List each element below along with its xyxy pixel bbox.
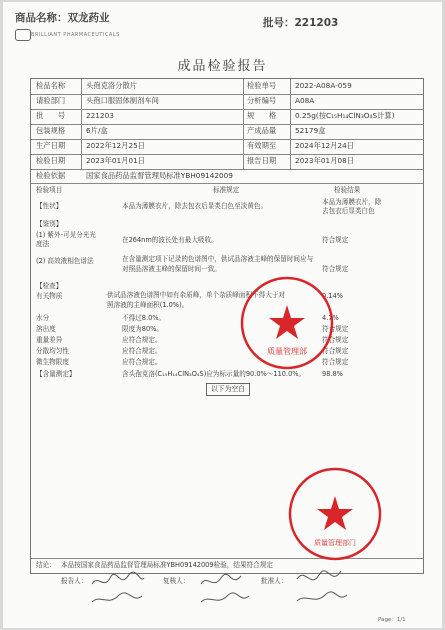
row-result: 4.7% [322, 314, 339, 322]
basis-label: 检验依据 [36, 171, 66, 180]
product-name-label: 检品名称 [36, 81, 66, 90]
batch-label: 批 号 [36, 111, 66, 120]
row-standard: 不得过8.0%。 [122, 314, 166, 322]
dept: 头孢口服固体制剂车间 [86, 96, 159, 105]
row-result: 本品为薄膜衣片，除 [322, 198, 382, 206]
row-item: 分散均匀性 [36, 347, 69, 355]
reporter-signature [88, 570, 148, 610]
row-standard: 应符合规定。 [122, 336, 162, 344]
row-item: 【含量测定】 [36, 370, 76, 378]
dept-label: 请验部门 [36, 96, 66, 105]
reviewer-label: 复核人： [163, 577, 190, 585]
row-item: 微生物限度 [36, 358, 69, 366]
row-standard: 应符合规定。 [122, 358, 162, 366]
end-mark: 以下为空白 [206, 383, 250, 396]
conclusion-text: 本品按国家食品药品监督管理局标准YBH09142009检验，结果符合规定 [61, 561, 273, 569]
row-item-line2: 度法 [36, 240, 50, 248]
reviewer-signature [195, 568, 255, 610]
company-name: 商品名称：双龙药业 [15, 12, 110, 24]
basis: 国家食品药品监督管理局标准YBH09142009 [86, 171, 233, 180]
reporter-label: 报告人： [61, 577, 88, 585]
exp: 2024年12月24日 [295, 141, 355, 150]
row-item: 溶出度 [36, 325, 56, 333]
test-date: 2023年01月01日 [86, 156, 146, 165]
doc-no: 2022-A08A-059 [295, 81, 352, 90]
row-standard-line2: 照溶液的主峰面积(1.0%)。 [107, 301, 189, 309]
exp-label: 有效期至 [247, 141, 277, 150]
row-item: (1) 紫外-可见分光光 [36, 231, 96, 239]
row-item: 重量差异 [36, 336, 63, 344]
col-standard-header: 标准规定 [213, 186, 240, 194]
company-brand: BRILLIANT PHARMACEUTICALS [31, 32, 120, 38]
row-result: 符合规定 [322, 325, 349, 333]
product-name: 头孢克洛分散片 [86, 81, 138, 90]
row-standard: 本品为薄膜衣片，除去包衣后显类白色至淡黄色。 [122, 202, 268, 210]
conclusion-label: 结论： [36, 561, 56, 569]
prod-date: 2022年12月25日 [86, 141, 146, 150]
row-item: 【性状】 [36, 202, 63, 210]
company-logo-icon [15, 29, 31, 41]
row-result: 符合规定 [322, 265, 349, 273]
spec-label: 规 格 [247, 111, 277, 120]
report-page [3, 2, 442, 628]
approver-signature [291, 565, 351, 609]
pack-label: 包装规格 [36, 126, 66, 135]
row-item: 水分 [36, 314, 50, 322]
row-item: (2) 高效液相色谱法 [36, 257, 94, 265]
col-item-header: 检验项目 [36, 186, 63, 194]
qa-seal-text: 质量管理部 [267, 347, 307, 356]
prod-date-label: 生产日期 [36, 141, 66, 150]
row-result: 98.8% [322, 370, 343, 378]
qty: 52179盒 [295, 126, 326, 135]
page-title: 成品检验报告 [177, 59, 268, 74]
page-number: Page：1/1 [378, 617, 406, 623]
row-item: 【鉴别】 [36, 220, 63, 228]
spec-no-label: 分析编号 [247, 96, 277, 105]
row-result: 符合规定 [322, 347, 349, 355]
row-standard: 在264nm的波长处有最大吸收。 [122, 236, 218, 244]
spec: 0.25g(按C₁₅H₁₄ClN₃O₄S计算) [295, 111, 395, 120]
batch: 221203 [86, 111, 114, 120]
row-standard: 含头孢克洛(C₁₅H₁₄ClN₃O₄S)应为标示量的90.0%～110.0%。 [122, 370, 306, 378]
row-standard-line2: 对照品溶液主峰的保留时间一致。 [122, 265, 221, 273]
row-result: 符合规定 [322, 236, 349, 244]
company-seal-stamp [287, 466, 383, 562]
test-date-label: 检验日期 [36, 156, 66, 165]
row-standard: 供试品溶液色谱图中如有杂质峰，单个杂质峰面积不得大于对 [107, 291, 286, 299]
approver-label: 批准人： [261, 577, 288, 585]
company-seal-text: 质量管理部门 [314, 539, 356, 547]
batch-header: 批号：221203 [263, 17, 339, 29]
col-result-header: 检验结果 [334, 186, 361, 194]
row-standard: 应符合规定。 [122, 347, 162, 355]
doc-no-label: 检验单号 [247, 81, 277, 90]
report-date: 2023年01月08日 [295, 156, 355, 165]
spec-no: A08A [295, 96, 315, 105]
pack: 6片/盒 [86, 126, 108, 135]
report-date-label: 报告日期 [247, 156, 277, 165]
row-result-line2: 去包衣后显类白色 [322, 207, 375, 215]
row-item: 【检查】 [36, 282, 63, 290]
row-result: 0.14% [322, 292, 343, 300]
row-item: 有关物质 [36, 292, 63, 300]
row-standard: 限度为80%。 [122, 325, 164, 333]
qty-label: 产成品量 [247, 126, 277, 135]
row-standard: 在含量测定项下记录的色谱图中，供试品溶液主峰的保留时间应与 [122, 255, 314, 263]
qa-seal-stamp [239, 275, 335, 371]
row-result: 符合规定 [322, 336, 349, 344]
row-result: 符合规定 [322, 358, 349, 366]
